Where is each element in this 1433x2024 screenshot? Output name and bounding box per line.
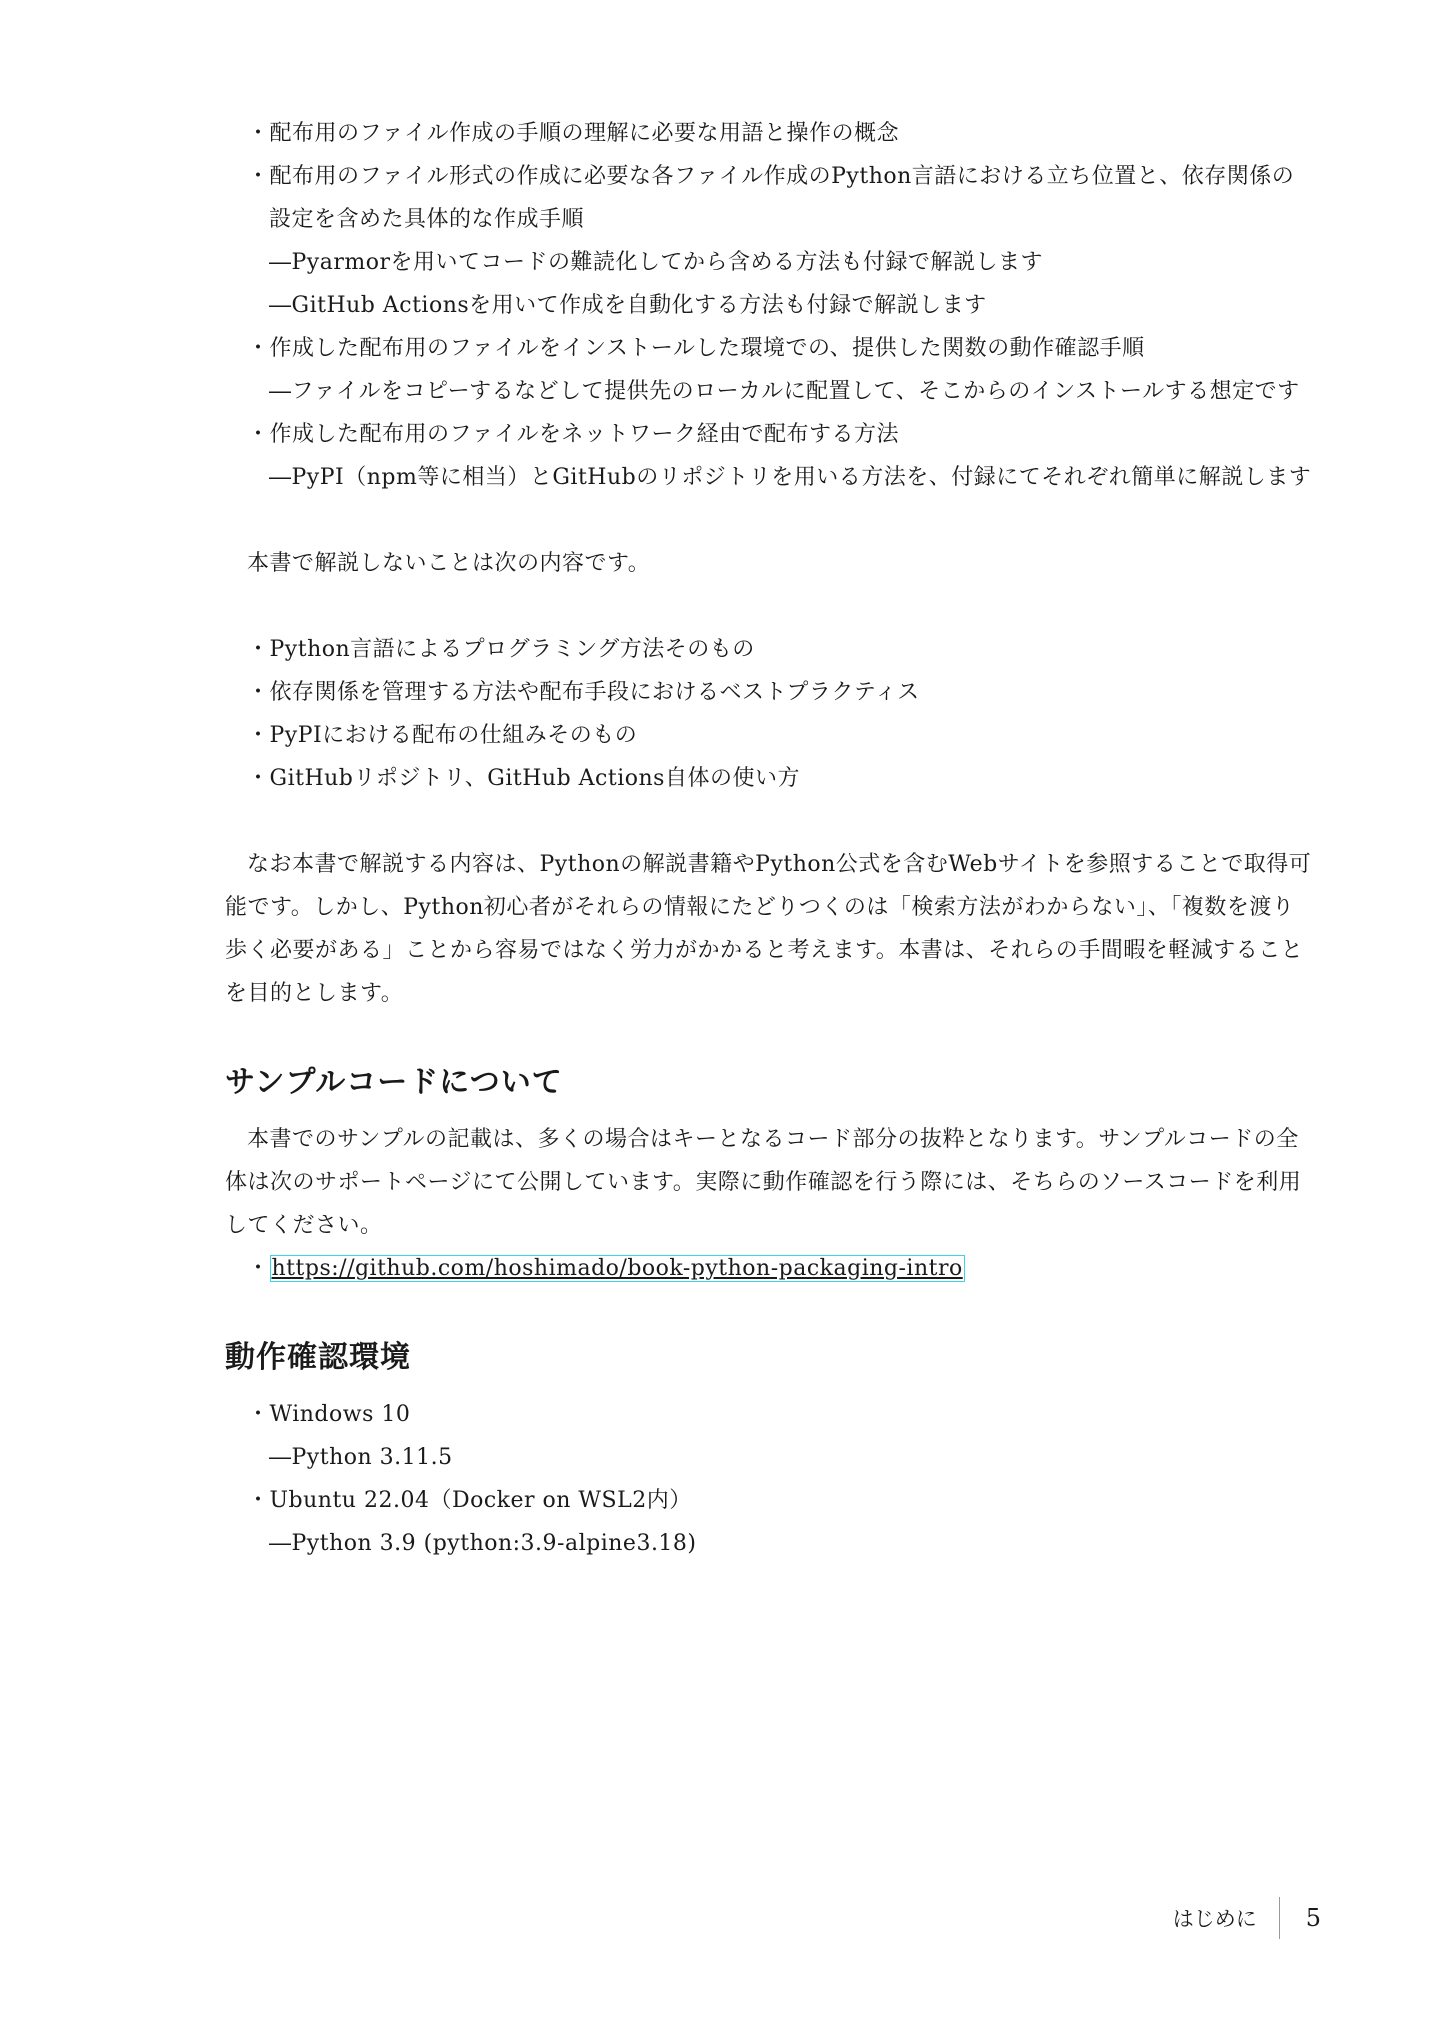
scope-subitem: ―PyPI（npm等に相当）とGitHubのリポジトリを用いる方法を、付録にてそれぞれ簡単に解説します xyxy=(269,465,1312,490)
support-page-link[interactable]: https://github.com/hoshimado/book-python-packaging-intro xyxy=(271,1256,963,1281)
sample-link-item xyxy=(225,1247,1315,1290)
scope-item: ・作成した配布用のファイルをインストールした環境での、提供した関数の動作確認手順 xyxy=(247,336,1145,361)
sample-code-paragraph: 本書でのサンプルの記載は、多くの場合はキーとなるコード部分の抜粋となります。サンプルコードの全体は次のサポートページにて公開しています。実際に動作確認を行う際には、そちらのソースコードを利用してください。 xyxy=(225,1127,1302,1238)
scope-subitem: ―GitHub Actionsを用いて作成を自動化する方法も付録で解説します xyxy=(269,293,987,318)
environment-list xyxy=(225,1393,1315,1565)
footer-section-name: はじめに xyxy=(1172,1907,1257,1931)
not-covered-intro: 本書で解説しないことは次の内容です。 xyxy=(247,551,651,576)
not-covered-list xyxy=(225,628,1315,800)
scope-item: ・配布用のファイル作成の手順の理解に必要な用語と操作の概念 xyxy=(247,121,900,146)
environment-item: ・Ubuntu 22.04（Docker on WSL2内） xyxy=(247,1488,692,1513)
environment-item: ・Windows 10 xyxy=(247,1402,411,1427)
closing-paragraph: なお本書で解説する内容は、Pythonの解説書籍やPython公式を含むWebサイトを参照することで取得可能です。しかし、Python初心者がそれらの情報にたどりつくのは「検索方法がわからない」、「複数を渡り歩く必要がある」ことから容易ではなく労力がかかると考えます。本書は、それらの手間暇を軽減することを目的とします。 xyxy=(225,852,1312,1006)
not-covered-item: ・PyPIにおける配布の仕組みそのもの xyxy=(247,723,638,748)
not-covered-item: ・Python言語によるプログラミング方法そのもの xyxy=(247,637,755,662)
footer-divider xyxy=(1279,1897,1280,1939)
environment-subitem: ―Python 3.9 (python:3.9-alpine3.18) xyxy=(269,1531,697,1556)
scope-item: ・作成した配布用のファイルをネットワーク経由で配布する方法 xyxy=(247,422,900,447)
bullet-marker: ・ xyxy=(247,1256,270,1281)
environment-heading: 動作確認環境 xyxy=(225,1340,411,1375)
scope-subitem: ―ファイルをコピーするなどして提供先のローカルに配置して、そこからのインストールする想定です xyxy=(269,379,1300,404)
scope-item: ・配布用のファイル形式の作成に必要な各ファイル作成のPython言語における立ち位置と、依存関係の設定を含めた具体的な作成手順 xyxy=(247,164,1295,232)
not-covered-item: ・依存関係を管理する方法や配布手段におけるベストプラクティス xyxy=(247,680,920,705)
scope-list xyxy=(225,112,1315,499)
page-number: 5 xyxy=(1305,1904,1321,1932)
scope-subitem: ―Pyarmorを用いてコードの難読化してから含める方法も付録で解説します xyxy=(269,250,1043,275)
not-covered-item: ・GitHubリポジトリ、GitHub Actions自体の使い方 xyxy=(247,766,800,791)
environment-subitem: ―Python 3.11.5 xyxy=(269,1445,453,1470)
page-footer xyxy=(1173,1897,1321,1939)
sample-code-heading: サンプルコードについて xyxy=(225,1065,563,1100)
page-content xyxy=(225,112,1315,1565)
